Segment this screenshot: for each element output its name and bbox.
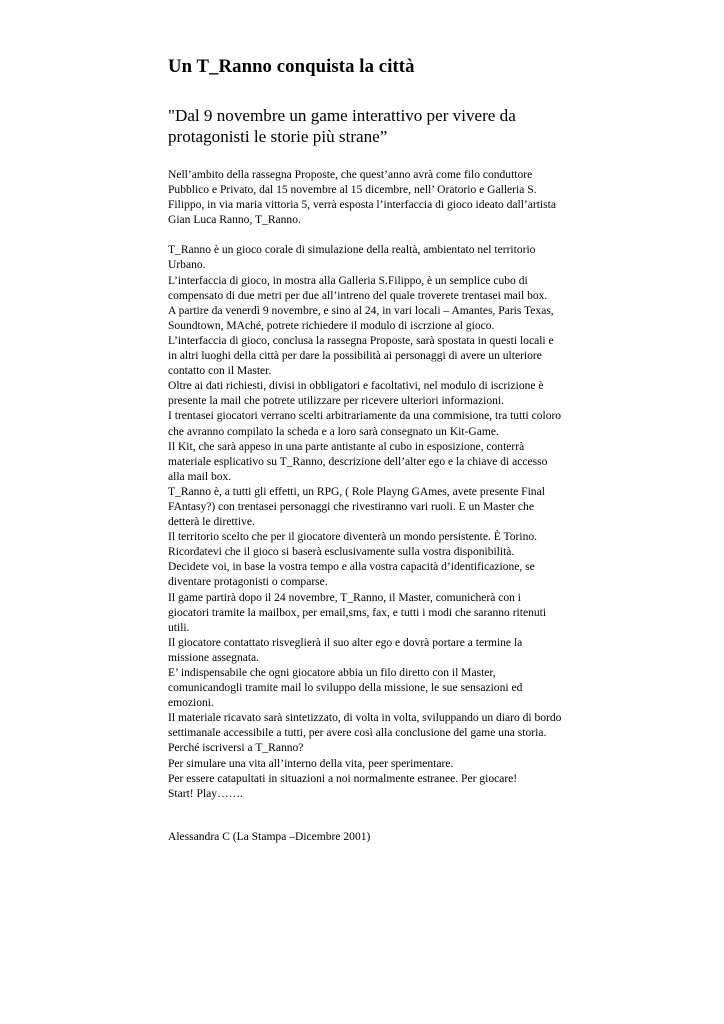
body-paragraph: Per essere catapultati in situazioni a noi normalmente estranee. Per giocare! xyxy=(168,772,518,785)
article-signature: Alessandra C (La Stampa –Dicembre 2001) xyxy=(168,830,371,843)
body-paragraph: Perché iscriversi a T_Ranno? xyxy=(168,742,304,755)
body-paragraph: A partire da venerdì 9 novembre, e sino al 24, in vari locali – Amantes, Paris Texas, Soundtown, MAché, potrete richiedere il modulo di iscrzione al gioco. xyxy=(168,304,554,332)
article-subtitle: "Dal 9 novembre un game interattivo per vivere da protagonisti le storie più strane” xyxy=(168,106,516,146)
body-paragraph: L’interfaccia di gioco, conclusa la rassegna Proposte, sarà spostata in questi locali e in altri luoghi della città per dare la possibilità ai personaggi di avere un ulteriore contatto con il Master. xyxy=(168,334,554,378)
body-paragraph: T_Ranno è un gioco corale di simulazione della realtà, ambientato nel territorio Urbano. xyxy=(168,244,536,272)
body-paragraph: Il territorio scelto che per il giocatore diventerà un mondo persistente. È Torino. xyxy=(168,531,538,544)
article-body xyxy=(168,168,563,845)
body-paragraph: E’ indispensabile che ogni giocatore abbia un filo diretto con il Master, comunicandogli tramite mail lo sviluppo della missione, le sue sensazioni ed emozioni. xyxy=(168,667,523,710)
body-paragraph: Start! Play……. xyxy=(168,787,244,800)
body-paragraph: T_Ranno è, a tutti gli effetti, un RPG, ( Role Playng GAmes, avete presente Final FAntasy?) con trentasei personaggi che rivestiranno vari ruoli. E un Master che detterà le direttive. xyxy=(168,485,545,529)
body-paragraph: I trentasei giocatori verrano scelti arbitrariamente da una commisione, tra tutti coloro che avranno compilato la scheda e a loro sarà consegnato un Kit-Game. xyxy=(168,410,562,438)
body-paragraph: Decidete voi, in base la vostra tempo e alla vostra capacità d’identificazione, se diventare protagonisti o comparse. xyxy=(168,561,535,589)
body-paragraph: Oltre ai dati richiesti, divisi in obbligatori e facoltativi, nel modulo di iscrizione è presente la mail che potrete utilizzare per ricevere ulteriori informazioni. xyxy=(168,380,544,408)
body-paragraph: Per simulare una vita all’interno della vita, peer sperimentare. xyxy=(168,757,454,770)
body-paragraph: Ricordatevi che il gioco si baserà esclusivamente sulla vostra disponibilità. xyxy=(168,546,515,559)
body-paragraph: Il game partirà dopo il 24 novembre, T_Ranno, il Master, comunicherà con i giocatori tramite la mailbox, per email,sms, fax, e tutti i modi che saranno ritenuti utili. xyxy=(168,591,547,634)
body-paragraph: L’interfaccia di gioco, in mostra alla Galleria S.Filippo, è un semplice cubo di compensato di due metri per due all’intreno del quale troverete trentasei mail box. xyxy=(168,274,548,302)
intro-paragraph: Nell’ambito della rassegna Proposte, che quest’anno avrà come filo conduttore Pubblico e Privato, dal 15 novembre al 15 dicembre, nell’ Oratorio e Galleria S. Filippo, in via maria vittoria 5, verrà esposta l’interfaccia di gioco ideato dall’artista Gian Luca Ranno, T_Ranno. xyxy=(168,169,556,227)
document-page xyxy=(168,55,563,845)
article-title: Un T_Ranno conquista la città xyxy=(168,56,415,77)
body-paragraph: Il materiale ricavato sarà sintetizzato, di volta in volta, sviluppando un diaro di bordo settimanale accessibile a tutti, per avere così alla conclusione del game una storia. xyxy=(168,712,562,740)
body-paragraph: Il Kit, che sarà appeso in una parte antistante al cubo in esposizione, conterrà materiale esplicativo su T_Ranno, descrizione dell’alter ego e la chiave di accesso alla mail box. xyxy=(168,440,548,483)
body-paragraph: Il giocatore contattato risveglierà il suo alter ego e dovrà portare a termine la missione assegnata. xyxy=(168,636,523,664)
